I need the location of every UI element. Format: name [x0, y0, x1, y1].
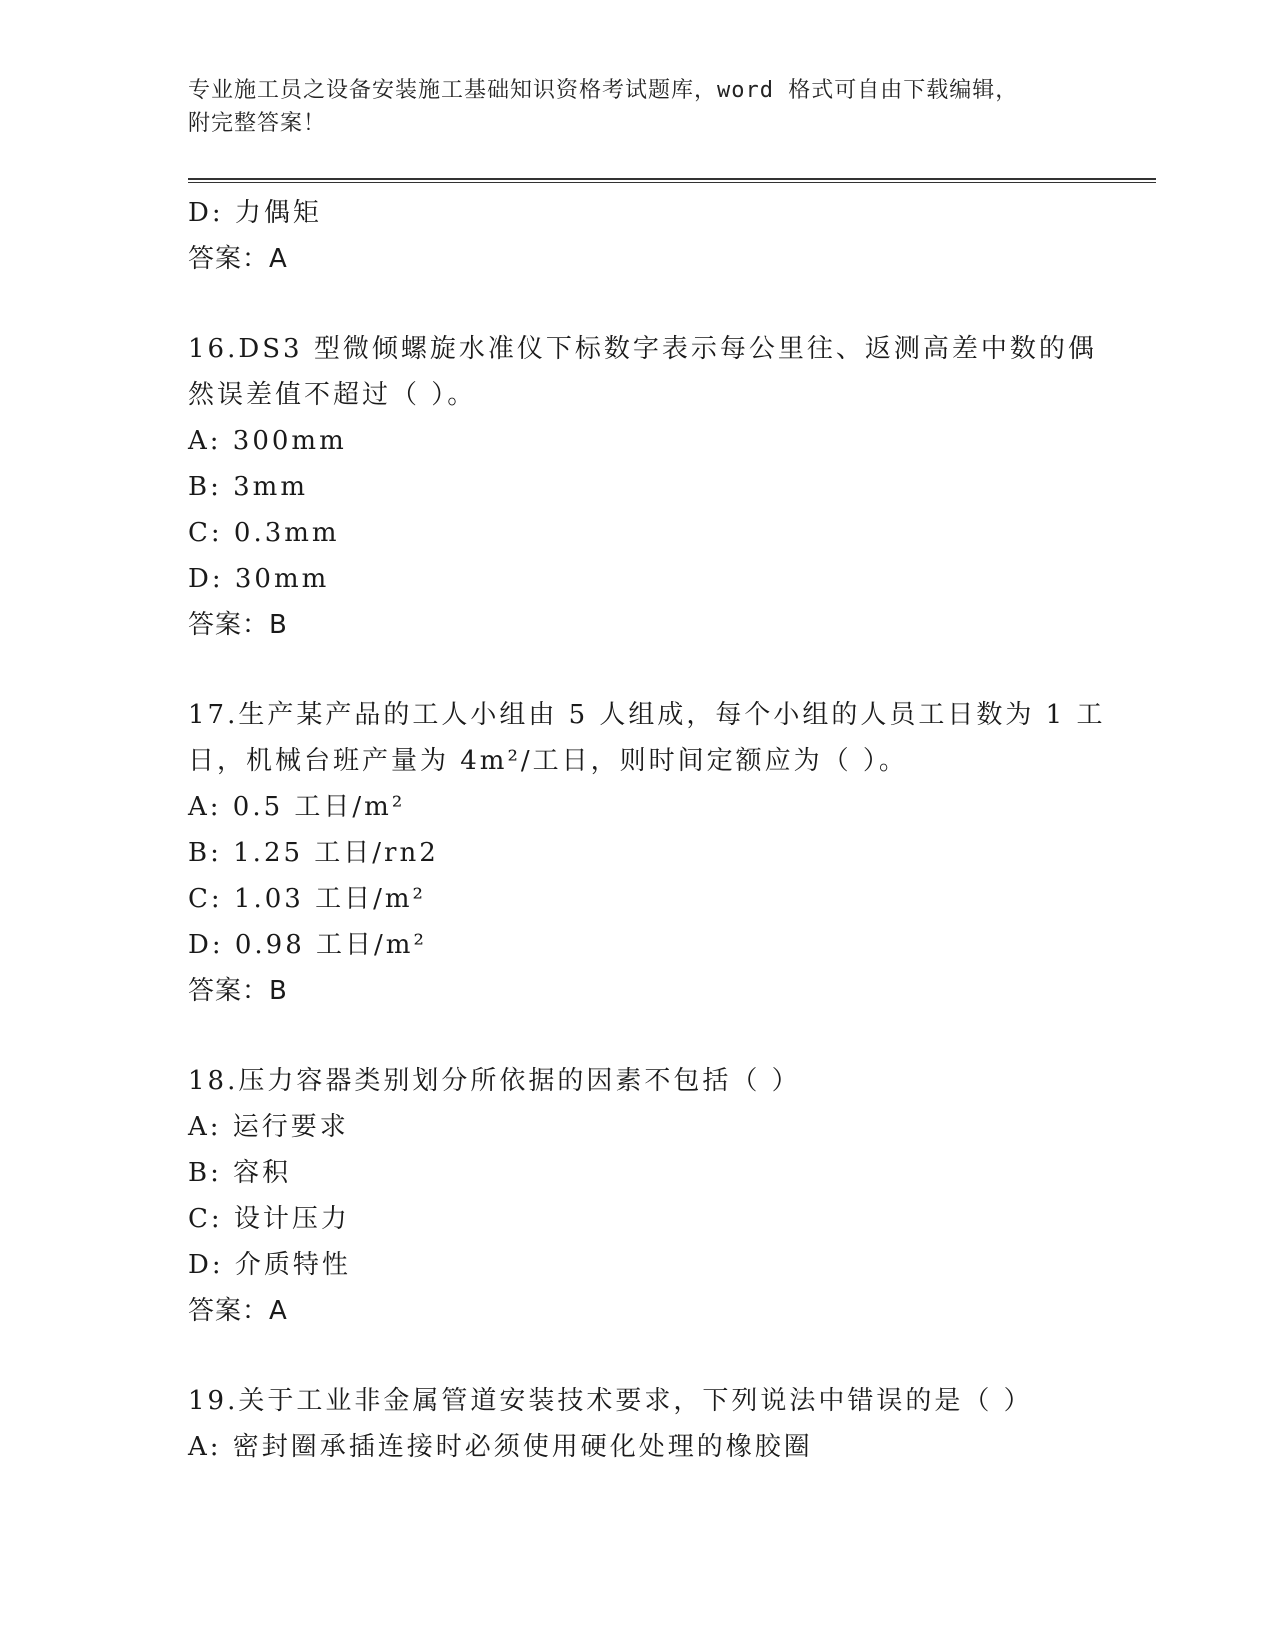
option-d: D: 介质特性	[188, 1250, 351, 1280]
question-stem: 19.关于工业非金属管道安装技术要求，下列说法中错误的是（ ）	[188, 1386, 1033, 1416]
option-b: B: 1.25 工日/rn2	[188, 838, 439, 868]
option-a: A: 密封圈承插连接时必须使用硬化处理的橡胶圈	[188, 1432, 813, 1462]
question-stem: 17.生产某产品的工人小组由 5 人组成，每个小组的人员工日数为 1 工	[188, 700, 1106, 730]
question-list	[188, 190, 1108, 1470]
answer-label: 答案：A	[188, 1296, 288, 1326]
header-line-1: 专业施工员之设备安装施工基础知识资格考试题库，word 格式可自由下载编辑，	[188, 78, 1019, 103]
option-d: D: 力偶矩	[188, 198, 322, 228]
option-d: D: 0.98 工日/m²	[188, 930, 427, 960]
header-divider	[188, 178, 1156, 183]
option-a: A: 300mm	[188, 426, 347, 456]
option-a: A: 0.5 工日/m²	[188, 792, 406, 822]
option-c: C: 1.03 工日/m²	[188, 884, 426, 914]
question-stem: 16.DS3 型微倾螺旋水准仪下标数字表示每公里往、返测高差中数的偶	[188, 334, 1097, 364]
question-16	[188, 326, 1108, 648]
option-a: A: 运行要求	[188, 1112, 349, 1142]
question-stem: 然误差值不超过（ ）。	[188, 380, 477, 410]
question-fragment-15	[188, 190, 1108, 282]
answer-label: 答案：A	[188, 244, 288, 274]
answer-label: 答案：B	[188, 610, 288, 640]
document-header	[188, 74, 1088, 140]
question-stem: 18.压力容器类别划分所依据的因素不包括（ ）	[188, 1066, 801, 1096]
option-c: C: 设计压力	[188, 1204, 350, 1234]
question-18	[188, 1058, 1108, 1334]
question-19	[188, 1378, 1108, 1470]
option-c: C: 0.3mm	[188, 518, 340, 548]
option-d: D: 30mm	[188, 564, 330, 594]
question-17	[188, 692, 1108, 1014]
question-stem: 日，机械台班产量为 4m²/工日，则时间定额应为（ ）。	[188, 746, 908, 776]
answer-label: 答案：B	[188, 976, 288, 1006]
option-b: B: 3mm	[188, 472, 308, 502]
option-b: B: 容积	[188, 1158, 292, 1188]
header-line-2: 附完整答案！	[188, 111, 327, 136]
